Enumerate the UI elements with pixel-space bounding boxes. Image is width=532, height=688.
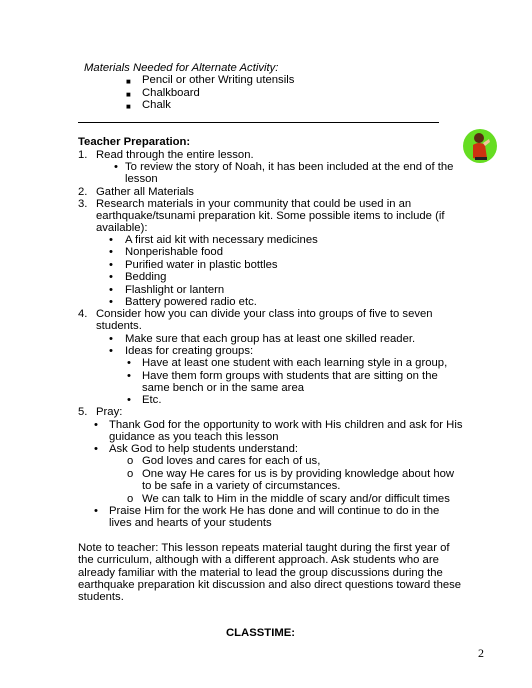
- step-number: 3.: [78, 198, 88, 210]
- bullet-icon: •: [109, 234, 113, 246]
- teacher-note: students.: [78, 591, 124, 603]
- teacher-note: the curriculum, although with a different approach. Ask students who are: [78, 554, 439, 566]
- bullet-icon: •: [109, 246, 113, 258]
- group-tip: Ideas for creating groups:: [125, 345, 254, 357]
- prayer-item: guidance as you teach this lesson: [109, 431, 279, 443]
- bullet-icon: •: [127, 394, 131, 406]
- kit-item: Bedding: [125, 271, 167, 283]
- bullet-icon: •: [114, 161, 118, 173]
- bullet-icon: •: [94, 419, 98, 431]
- bullet-icon: •: [94, 443, 98, 455]
- teacher-note: already familiar with the material to lead the group discussions during the: [78, 567, 443, 579]
- divider: [78, 122, 439, 123]
- understand-item: One way He cares for us is by providing knowledge about how: [142, 468, 455, 480]
- understand-item: We can talk to Him in the middle of scary and/or difficult times: [142, 493, 450, 505]
- step-text: available):: [96, 222, 148, 234]
- kit-item: Battery powered radio etc.: [125, 296, 257, 308]
- prayer-item: Thank God for the opportunity to work with His children and ask for His: [109, 419, 463, 431]
- prayer-item: lives and hearts of your students: [109, 517, 272, 529]
- material-item: Pencil or other Writing utensils: [142, 74, 295, 86]
- step-text: Research materials in your community that could be used in an: [96, 198, 412, 210]
- step-text: Consider how you can divide your class into groups of five to seven: [96, 308, 433, 320]
- page-number: 2: [478, 646, 484, 660]
- prayer-item: Praise Him for the work He has done and will continue to do in the: [109, 505, 440, 517]
- step-number: 5.: [78, 406, 88, 418]
- group-tip: Make sure that each group has at least one skilled reader.: [125, 333, 416, 345]
- kit-item: A first aid kit with necessary medicines: [125, 234, 318, 246]
- step-text: Pray:: [96, 406, 123, 418]
- bullet-icon: •: [127, 357, 131, 369]
- bullet-icon: •: [127, 370, 131, 382]
- step-text: students.: [96, 320, 142, 332]
- kit-item: Flashlight or lantern: [125, 284, 225, 296]
- step-number: 2.: [78, 186, 88, 198]
- circle-bullet-icon: o: [127, 493, 134, 505]
- material-item: Chalkboard: [142, 87, 200, 99]
- group-idea: Have them form groups with students that are sitting on the: [142, 370, 438, 382]
- bullet-icon: •: [109, 259, 113, 271]
- group-idea: same bench or in the same area: [142, 382, 305, 394]
- praying-figure-icon: [462, 128, 498, 164]
- step-text: earthquake/tsunami preparation kit. Some possible items to include (if: [96, 210, 445, 222]
- bullet-icon: •: [109, 284, 113, 296]
- understand-item: God loves and cares for each of us,: [142, 455, 321, 467]
- square-bullet-icon: ■: [126, 102, 131, 111]
- sub-item: To review the story of Noah, it has been included at the end of the: [125, 161, 454, 173]
- circle-bullet-icon: o: [127, 468, 134, 480]
- bullet-icon: •: [109, 333, 113, 345]
- prayer-item: Ask God to help students understand:: [109, 443, 299, 455]
- step-text: Read through the entire lesson.: [96, 149, 254, 161]
- step-number: 1.: [78, 149, 88, 161]
- step-number: 4.: [78, 308, 88, 320]
- understand-item: to be safe in a variety of circumstances.: [142, 480, 341, 492]
- bullet-icon: •: [109, 271, 113, 283]
- bullet-icon: •: [109, 296, 113, 308]
- square-bullet-icon: ■: [126, 77, 131, 86]
- circle-bullet-icon: o: [127, 455, 134, 467]
- group-idea: Have at least one student with each learning style in a group,: [142, 357, 448, 369]
- classtime-heading: CLASSTIME:: [226, 627, 296, 639]
- bullet-icon: •: [94, 505, 98, 517]
- step-text: Gather all Materials: [96, 186, 194, 198]
- group-idea: Etc.: [142, 394, 162, 406]
- materials-alt-heading: Materials Needed for Alternate Activity:: [84, 62, 279, 74]
- teacher-note: earthquake preparation kit discussion and also direct questions toward these: [78, 579, 462, 591]
- kit-item: Nonperishable food: [125, 246, 223, 258]
- teacher-prep-heading: Teacher Preparation:: [78, 136, 191, 148]
- kit-item: Purified water in plastic bottles: [125, 259, 278, 271]
- square-bullet-icon: ■: [126, 90, 131, 99]
- sub-item: lesson: [125, 173, 158, 185]
- material-item: Chalk: [142, 99, 171, 111]
- bullet-icon: •: [109, 345, 113, 357]
- teacher-note: Note to teacher: This lesson repeats material taught during the first year of: [78, 542, 450, 554]
